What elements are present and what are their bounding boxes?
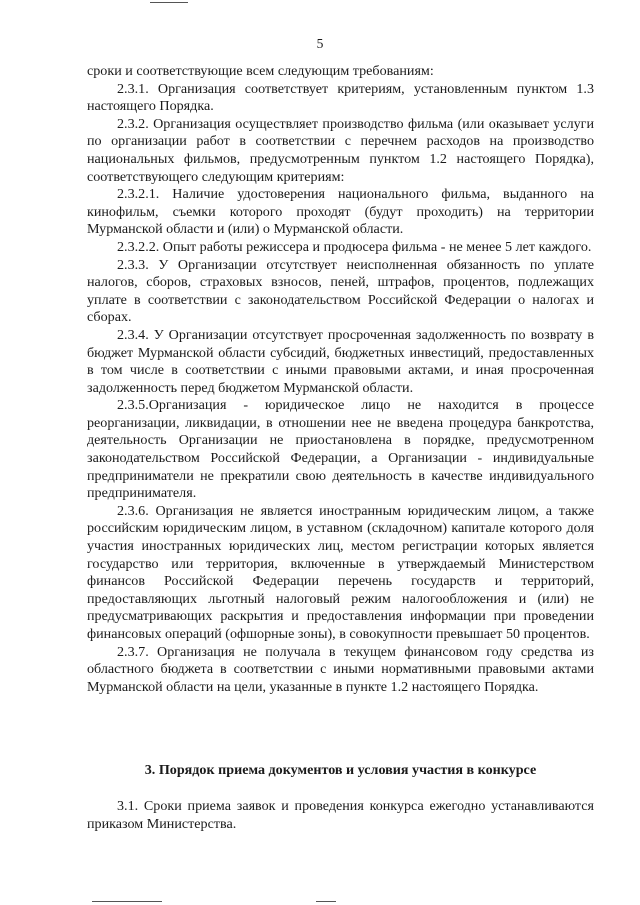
paragraph-3-1: 3.1. Сроки приема заявок и проведения конкурса ежегодно устанавливаются приказом Министерства. <box>87 798 594 832</box>
scan-artifact-top <box>150 2 188 3</box>
paragraph-2-3-2: 2.3.2. Организация осуществляет производство фильма (или оказывает услуги по организации работ в соответствии с перечнем расходов на производство национальных фильмов, предусмотренным пунктом 1.2 настоящего Порядка), соответствующего следующим критериям: <box>87 115 594 185</box>
paragraph-intro: сроки и соответствующие всем следующим требованиям: <box>87 63 434 79</box>
paragraph-2-3-2-2: 2.3.2.2. Опыт работы режиссера и продюсера фильма - не менее 5 лет каждого. <box>117 238 592 255</box>
paragraph-2-3-3: 2.3.3. У Организации отсутствует неисполненная обязанность по уплате налогов, сборов, страховых взносов, пеней, штрафов, процентов, подлежащих уплате в соответствии с законодательством Российской Федерации о налогах и сборах. <box>87 256 594 326</box>
scan-artifact-bottom-left <box>92 901 162 902</box>
document-body <box>87 63 594 696</box>
paragraph-2-3-1: 2.3.1. Организация соответствует критериям, установленным пунктом 1.3 настоящего Порядка. <box>87 80 594 115</box>
paragraph-2-3-7: 2.3.7. Организация не получала в текущем финансовом году средства из областного бюджета в соответствии с иными нормативными правовыми актами Мурманской области на цели, указанные в пункте 1.2 настоящего Порядка. <box>87 643 594 695</box>
paragraph-2-3-6: 2.3.6. Организация не является иностранным юридическим лицом, а также российским юридическим лицом, в уставном (складочном) капитале которого доля участия иностранных юридических лиц, местом регистрации которых является государство или территория, включенные в утверждаемый Министерством финансов Российской Федерации перечень государств и территорий, предоставляющих льготный налоговый режим налогообложения и (или) не предусматривающих раскрытия и предоставления информации при проведении финансовых операций (офшорные зоны), в совокупности превышает 50 процентов. <box>87 502 594 642</box>
section-body <box>87 798 594 833</box>
paragraph-2-3-5: 2.3.5.Организация - юридическое лицо не находится в процессе реорганизации, ликвидации, в отношении нее не введена процедура банкротства, деятельность Организации не приостановлена в порядке, предусмотренном законодательством Российской Федерации, а Организации - индивидуальные предприниматели не прекратили свою деятельность в качестве индивидуального предпринимателя. <box>87 397 594 502</box>
paragraph-2-3-2-1: 2.3.2.1. Наличие удостоверения национального фильма, выданного на кинофильм, съемки которого проходят (будут проходить) на территории Мурманской области и (или) о Мурманской области. <box>87 186 594 238</box>
paragraph-2-3-4: 2.3.4. У Организации отсутствует просроченная задолженность по возврату в бюджет Мурманской области субсидий, бюджетных инвестиций, предоставленных в том числе в соответствии с иными правовыми актами, и иная просроченная задолженность перед бюджетом Мурманской области. <box>87 326 594 396</box>
page-number: 5 <box>316 36 324 51</box>
scan-artifact-bottom-right <box>316 901 336 902</box>
section-heading: 3. Порядок приема документов и условия участия в конкурсе <box>144 762 537 778</box>
